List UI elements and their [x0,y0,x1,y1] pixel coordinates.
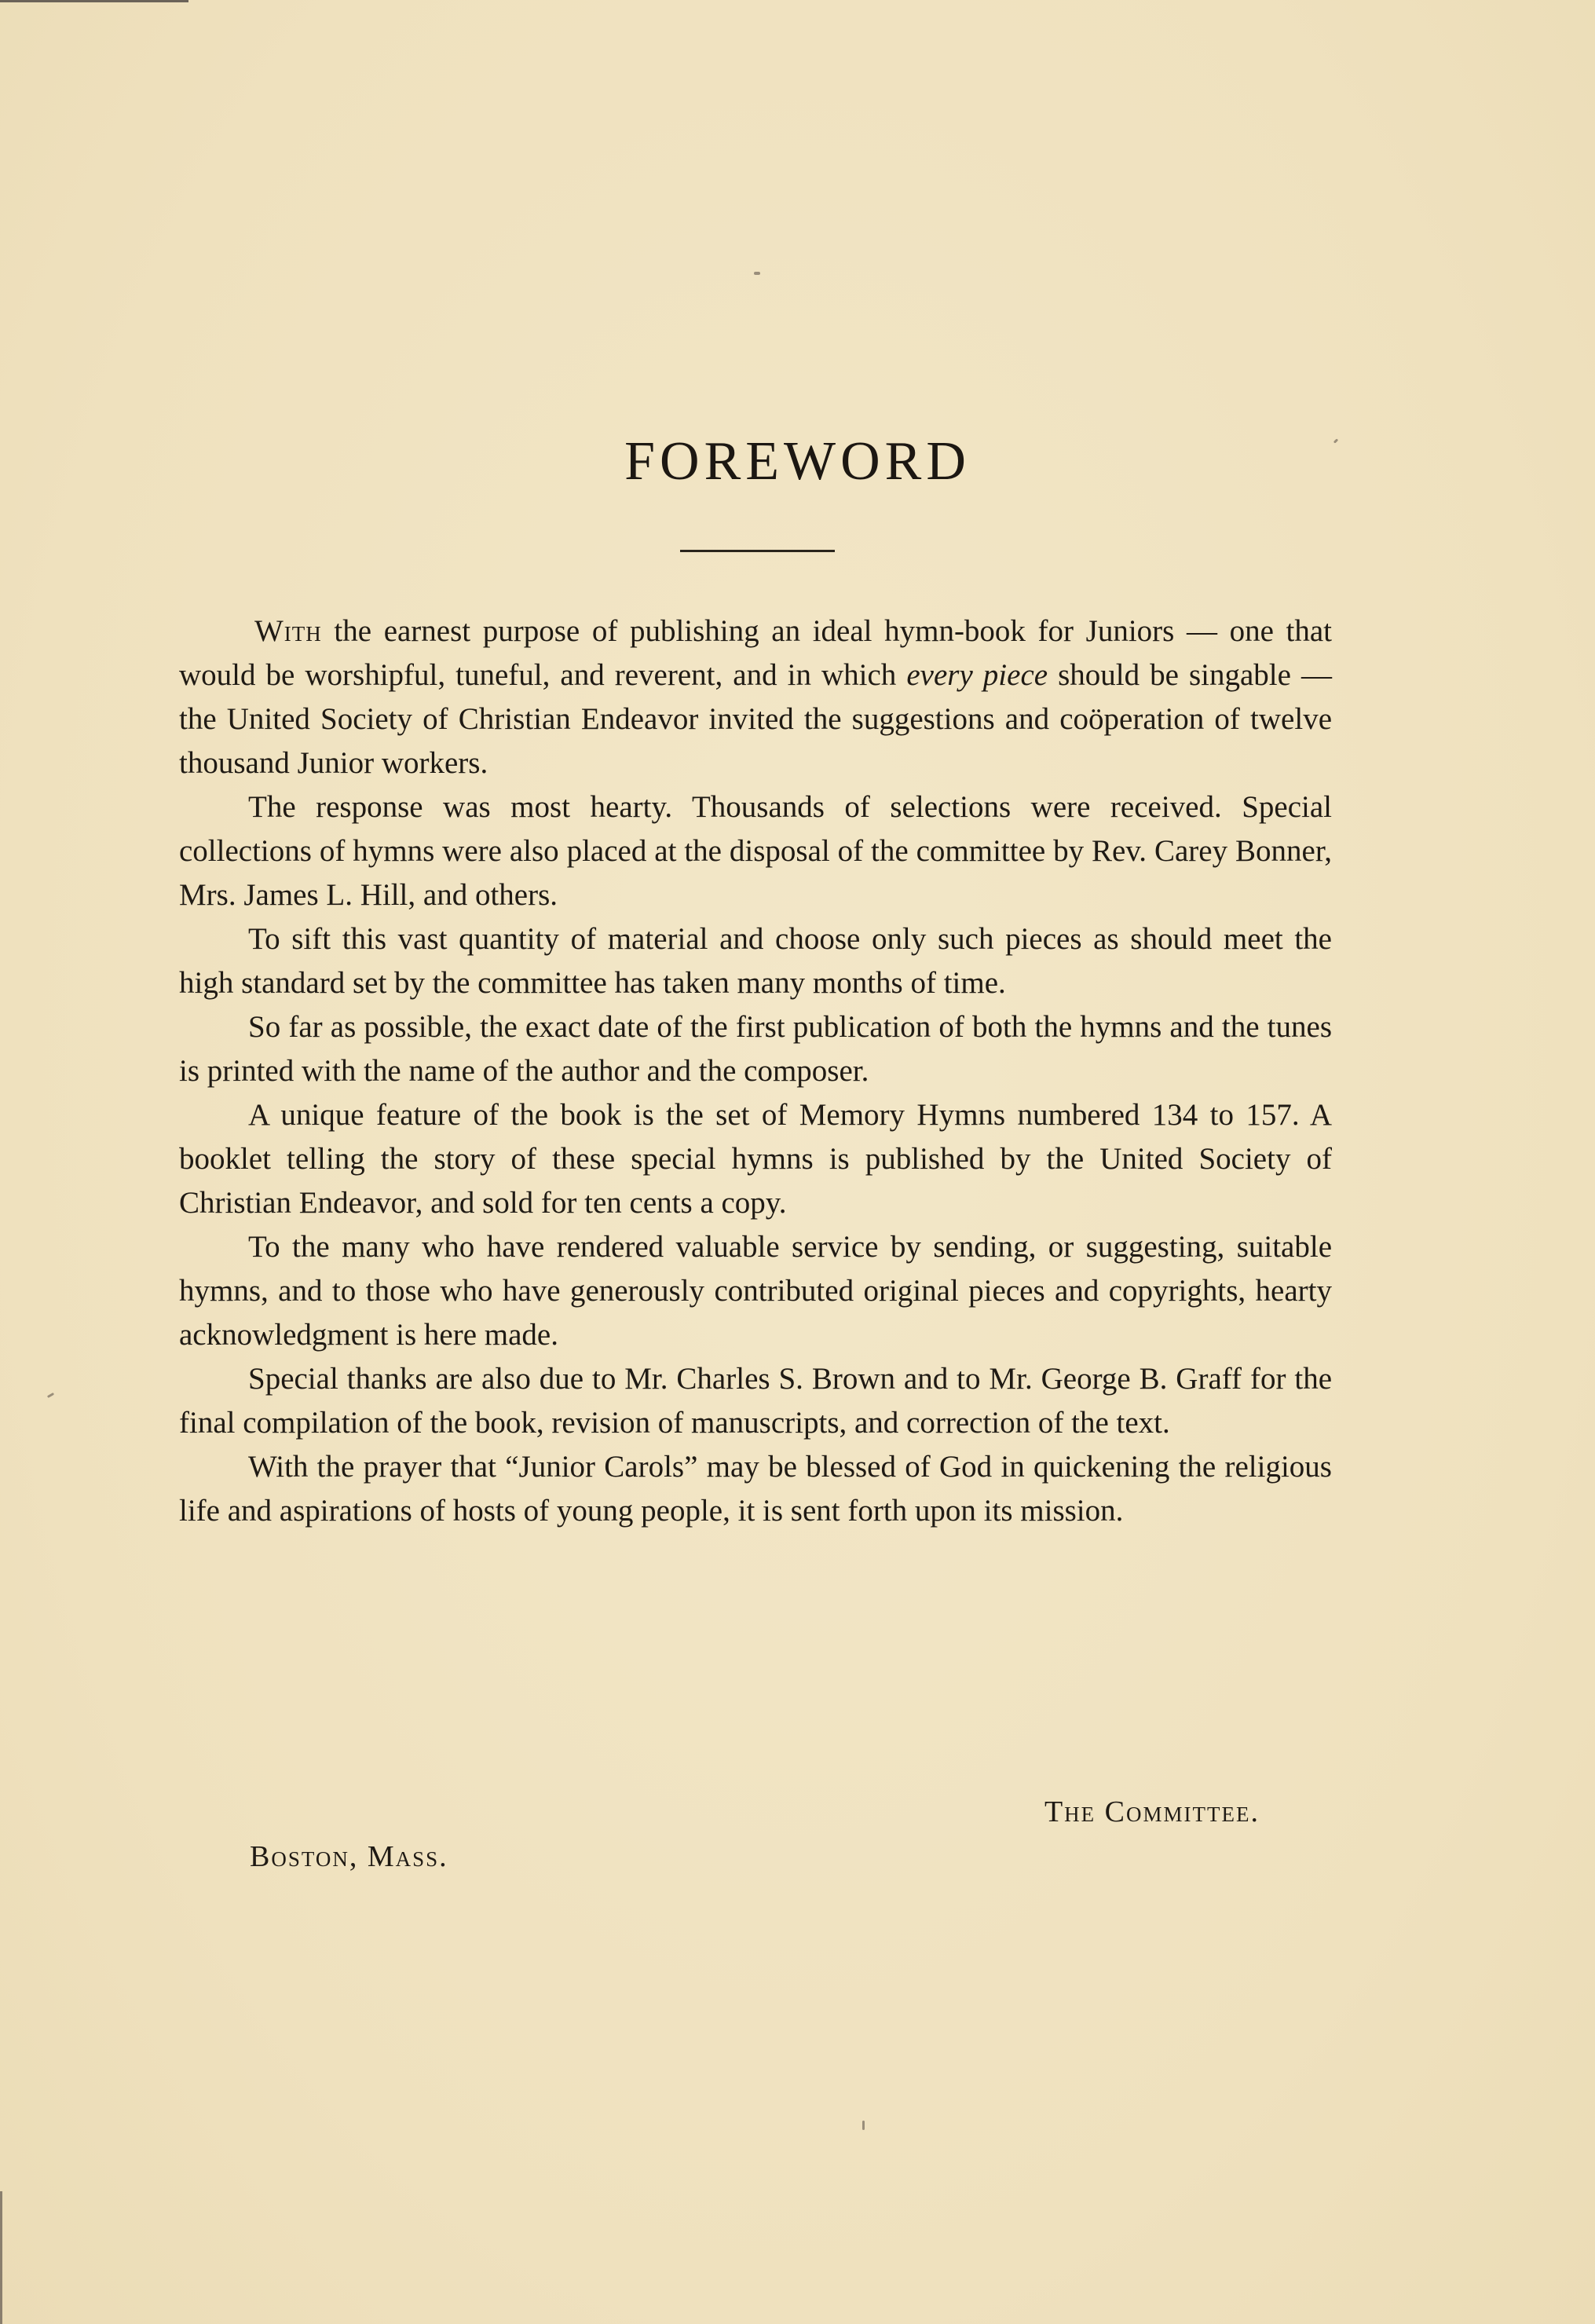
paragraph-8: With the prayer that “Junior Carols” may be blessed of God in quickening the religious life and aspirations of hosts of young people, it is sent forth upon its mission. [179,1450,1332,1528]
paragraph-5: A unique feature of the book is the set of Memory Hymns numbered 134 to 157. A booklet telling the story of these special hymns is published by the United Society of Christian Endeavor, and sold for ten cents a copy. [179,1098,1332,1220]
page-edge-top [0,0,188,2]
paragraph-text: should be singable — the United Society of Christian Endeavor invited the suggestions and coöperation of twelve thousand Junior workers. [179,658,1332,780]
scan-speck [47,1393,54,1398]
scan-speck [754,272,760,275]
paragraph-2: The response was most hearty. Thousands of selections were received. Special collections of hymns were also placed at the disposal of the committee by Rev. Carey Bonner, Mrs. James L. Hill, and others. [179,790,1332,912]
place-line: Boston, Mass. [250,1840,448,1873]
paragraph-4: So far as possible, the exact date of the first publication of both the hymns and the tunes is printed with the name of the author and the composer. [179,1010,1332,1088]
scan-speck [862,2121,865,2130]
signature: The Committee. [1044,1795,1260,1828]
page-edge-left [0,2191,2,2324]
paragraph-7: Special thanks are also due to Mr. Charles S. Brown and to Mr. George B. Graff for the final compilation of the book, revision of manuscripts, and correction of the text. [179,1362,1332,1440]
foreword-body [179,609,1332,1533]
paragraph-text: the earnest purpose of publishing an ideal hymn-book for Juniors — one that would be worshipful, tuneful, and reverent, and in which [179,614,1332,692]
paragraph-3: To sift this vast quantity of material and choose only such pieces as should meet the high standard set by the committee has taken many months of time. [179,922,1332,1000]
title-rule [680,550,835,552]
page-title: FOREWORD [624,431,971,492]
paragraph-lead-word: With [254,614,322,648]
emphasis-text: every piece [906,658,1048,692]
paragraph-6: To the many who have rendered valuable service by sending, or suggesting, suitable hymns, and to those who have generously contributed original pieces and copyrights, hearty acknowledgment is here made. [179,1230,1332,1352]
paragraph-1 [179,609,1332,785]
